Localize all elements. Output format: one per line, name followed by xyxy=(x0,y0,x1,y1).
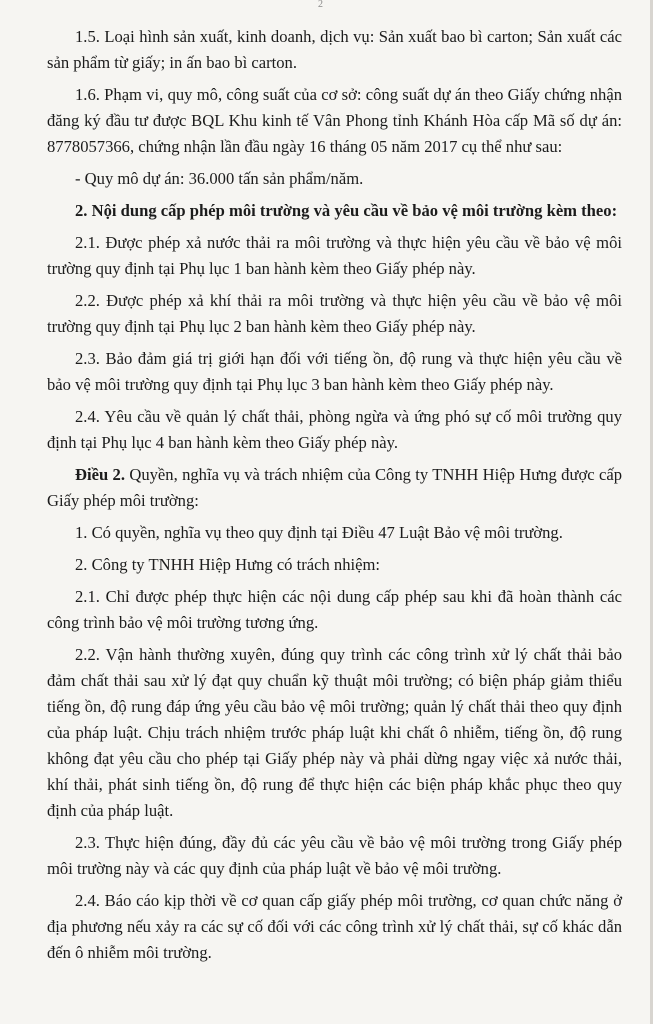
paragraph-1-6: 1.6. Phạm vi, quy mô, công suất của cơ sở: công suất dự án theo Giấy chứng nhận đăng ký đầu tư được BQL Khu kinh tế Vân Phong tỉnh Khánh Hòa cấp Mã số dự án: 8778057366, chứng nhận lần đầu ngày 16 tháng 05 năm 2017 cụ thể như sau: xyxy=(47,85,622,156)
paragraph-art2-2: 2. Công ty TNHH Hiệp Hưng có trách nhiệm: xyxy=(75,555,381,574)
paragraph-1-5: 1.5. Loại hình sản xuất, kinh doanh, dịch vụ: Sản xuất bao bì carton; Sản xuất các sản phẩm từ giấy; in ấn bao bì carton. xyxy=(47,27,622,72)
article-2-paragraph xyxy=(47,462,622,514)
paragraph-2-3: 2.3. Bảo đảm giá trị giới hạn đối với tiếng ồn, độ rung và thực hiện yêu cầu về bảo vệ môi trường quy định tại Phụ lục 3 ban hành kèm theo Giấy phép này. xyxy=(47,349,622,394)
article-2-lead: Điều 2. xyxy=(75,465,125,484)
document-body xyxy=(47,24,622,972)
paragraph-2-4: 2.4. Yêu cầu về quản lý chất thải, phòng ngừa và ứng phó sự cố môi trường quy định tại Phụ lục 4 ban hành kèm theo Giấy phép này. xyxy=(47,407,622,452)
article-2-text: Quyền, nghĩa vụ và trách nhiệm của Công ty TNHH Hiệp Hưng được cấp Giấy phép môi trường: xyxy=(47,465,622,510)
paragraph-art2-2-1: 2.1. Chỉ được phép thực hiện các nội dung cấp phép sau khi đã hoàn thành các công trình bảo vệ môi trường tương ứng. xyxy=(47,587,622,632)
paragraph-project-scale: - Quy mô dự án: 36.000 tấn sản phẩm/năm. xyxy=(75,169,364,188)
section-heading-2: 2. Nội dung cấp phép môi trường và yêu cầu về bảo vệ môi trường kèm theo: xyxy=(75,201,618,220)
paragraph-art2-1: 1. Có quyền, nghĩa vụ theo quy định tại Điều 47 Luật Bảo vệ môi trường. xyxy=(75,523,563,542)
paragraph-art2-2-4: 2.4. Báo cáo kịp thời về cơ quan cấp giấy phép môi trường, cơ quan chức năng ở địa phương nếu xảy ra các sự cố đối với các công trình xử lý chất thải, sự cố khác dẫn đến ô nhiễm môi trường. xyxy=(47,891,622,962)
paragraph-art2-2-2: 2.2. Vận hành thường xuyên, đúng quy trình các công trình xử lý chất thải bảo đảm chất thải sau xử lý đạt quy chuẩn kỹ thuật môi trường; có biện pháp giảm thiểu tiếng ồn, độ rung đáp ứng yêu cầu bảo vệ môi trường; quản lý chất thải theo quy định của pháp luật. Chịu trách nhiệm trước pháp luật khi chất ô nhiễm, tiếng ồn, độ rung không đạt yêu cầu cho phép tại Giấy phép này và phải dừng ngay việc xả nước thải, khí thải, phát sinh tiếng ồn, độ rung để thực hiện các biện pháp khắc phục theo quy định của pháp luật. xyxy=(47,645,622,820)
paragraph-2-2: 2.2. Được phép xả khí thải ra môi trường và thực hiện yêu cầu về bảo vệ môi trường quy định tại Phụ lục 2 ban hành kèm theo Giấy phép này. xyxy=(47,291,622,336)
paragraph-2-1: 2.1. Được phép xả nước thải ra môi trường và thực hiện yêu cầu về bảo vệ môi trường quy định tại Phụ lục 1 ban hành kèm theo Giấy phép này. xyxy=(47,233,622,278)
page-number: 2 xyxy=(318,0,323,10)
paragraph-art2-2-3: 2.3. Thực hiện đúng, đầy đủ các yêu cầu về bảo vệ môi trường trong Giấy phép môi trường này và các quy định của pháp luật về bảo vệ môi trường. xyxy=(47,833,622,878)
